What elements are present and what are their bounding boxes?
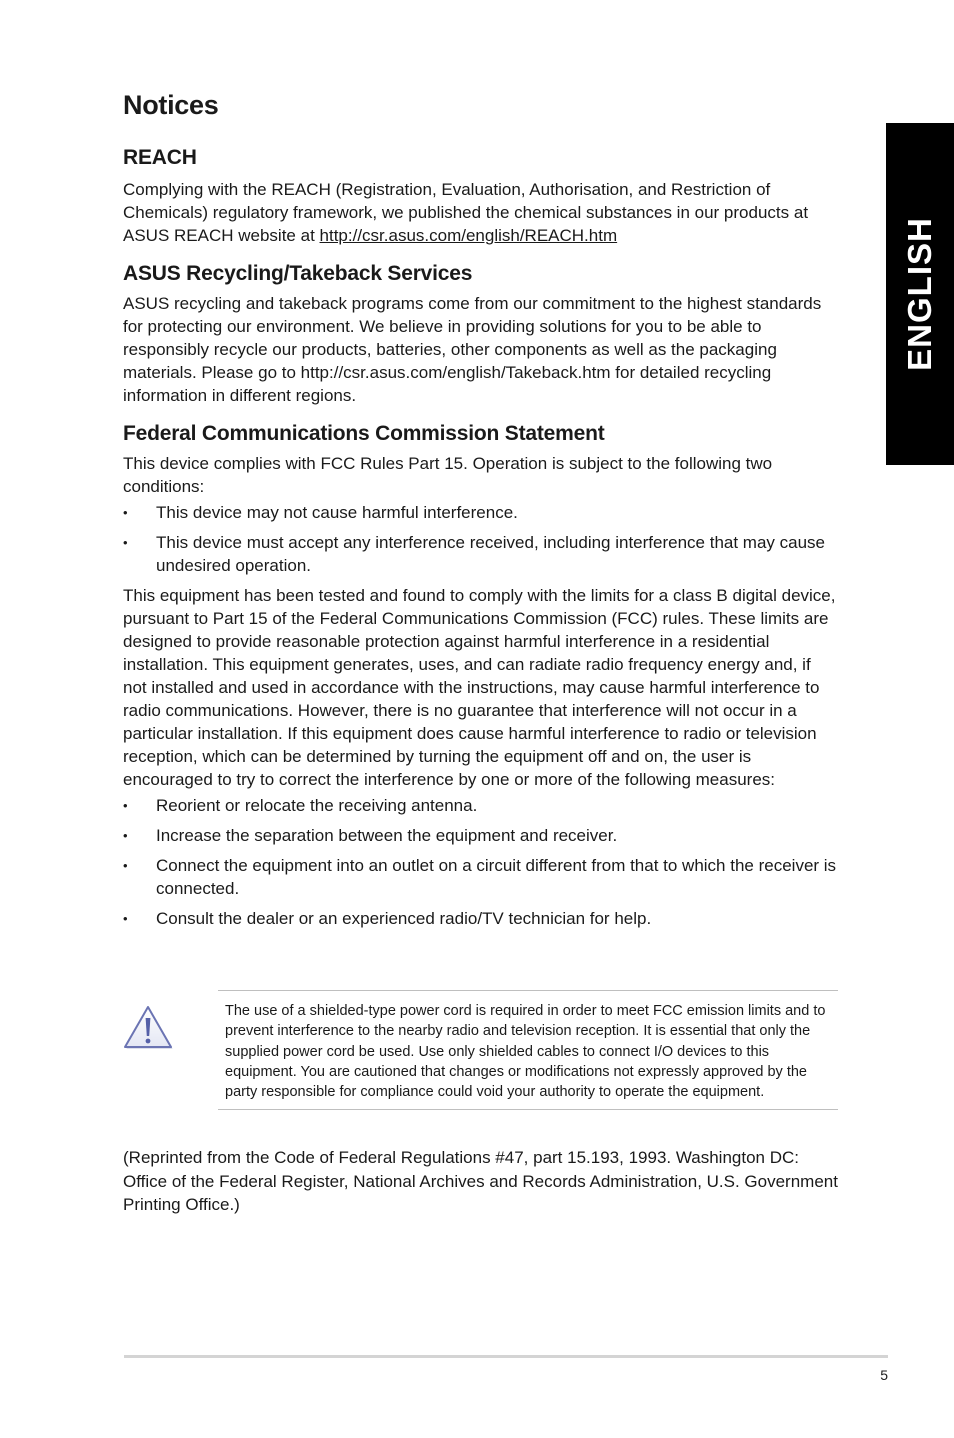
list-item [123,907,839,930]
fcc-measures-list [123,794,839,930]
bullet: • [123,858,128,873]
warning-icon [122,1003,174,1051]
list-item-text: Connect the equipment into an outlet on a circuit different from that to which the receiver is connected. [156,856,837,898]
bullet: • [123,911,128,926]
list-item [123,531,839,577]
list-item-text: This device must accept any interference received, including interference that may cause undesired operation. [156,533,826,575]
reach-heading: REACH [123,146,197,169]
reprint-note: (Reprinted from the Code of Federal Regulations #47, part 15.193, 1993. Washington DC: Office of the Federal Register, National Archives and Records Administration, U.S. Government Printing Office.) [123,1148,838,1214]
reach-body: Complying with the REACH (Registration, Evaluation, Authorisation, and Restriction of Chemicals) regulatory framework, we published the chemical substances in our products at ASUS REACH website at [123,180,809,245]
footer-divider [124,1355,888,1358]
list-item [123,794,839,817]
fcc-body: This equipment has been tested and found to comply with the limits for a class B digital device, pursuant to Part 15 of the Federal Communications Commission (FCC) rules. These limits are designed to provide reasonable protection against harmful interference in a residential installation. This equipment generates, uses, and can radiate radio frequency energy and, if not installed and used in accordance with the instructions, may cause harmful interference to radio communications. However, there is no guarantee that interference will not occur in a particular installation. If this equipment does cause harmful interference to radio or television reception, which can be determined by turning the equipment off and on, the user is encouraged to try to correct the interference by one or more of the following measures: [123,586,836,789]
note-box [218,990,838,1110]
list-item-text: This device may not cause harmful interference. [156,503,518,522]
language-tab [886,123,954,465]
main-content [123,144,839,930]
list-item [123,854,839,900]
bullet: • [123,798,128,813]
reach-link[interactable]: http://csr.asus.com/english/REACH.htm [319,226,618,245]
fcc-heading: Federal Communications Commission Statement [123,422,605,445]
recycling-heading: ASUS Recycling/Takeback Services [123,262,473,285]
list-item-text: Consult the dealer or an experienced radio/TV technician for help. [156,909,652,928]
reach-paragraph [123,178,839,247]
list-item-text: Reorient or relocate the receiving antenna. [156,796,478,815]
fcc-intro: This device complies with FCC Rules Part 15. Operation is subject to the following two conditions: [123,454,773,496]
bullet: • [123,535,128,550]
bullet: • [123,505,128,520]
page-number: 5 [880,1367,888,1383]
note-text: The use of a shielded-type power cord is required in order to meet FCC emission limits and to prevent interference to the nearby radio and television reception. It is essential that only the supplied power cord be used. Use only shielded cables to connect I/O devices to this equipment. You are cautioned that changes or modifications not expressly approved by the party responsible for compliance could void your authority to operate the equipment. [225,1003,826,1101]
language-tab-label: ENGLISH [901,217,938,371]
list-item-text: Increase the separation between the equipment and receiver. [156,826,618,845]
list-item [123,824,839,847]
page-title: Notices [123,90,219,120]
fcc-conditions-list [123,501,839,577]
bullet: • [123,828,128,843]
recycling-body: ASUS recycling and takeback programs come from our commitment to the highest standards for protecting our environment. We believe in providing solutions for you to be able to responsibly recycle our products, batteries, other components as well as the packaging materials. Please go to http://csr.asus.com/english/Takeback.htm for detailed recycling information in different regions. [123,294,822,405]
list-item [123,501,839,524]
